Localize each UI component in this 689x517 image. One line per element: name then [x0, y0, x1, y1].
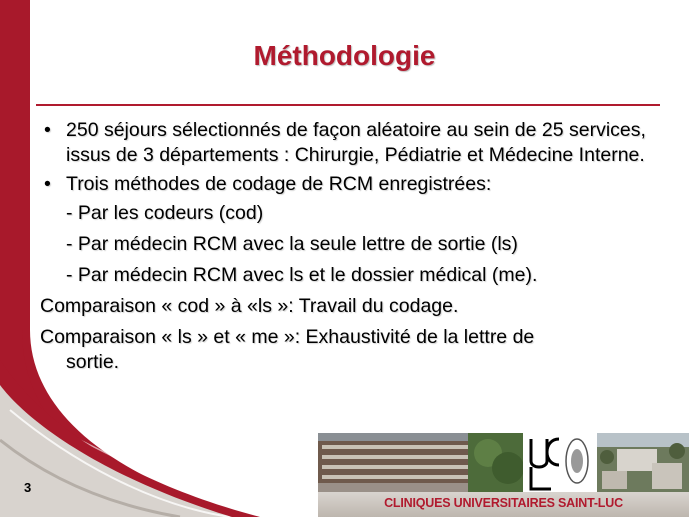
bullet-marker: • [44, 119, 51, 141]
sub-item: - Par médecin RCM avec ls et le dossier médical (me). [66, 264, 538, 286]
sub-item: - Par médecin RCM avec la seule lettre de sortie (ls) [66, 233, 518, 255]
campus-photo [597, 433, 689, 493]
bullet-text: 250 séjours sélectionnés de façon aléatoire au sein de 25 services, issus de 3 départements : Chirurgie, Pédiatrie et Médecine Interne. [66, 119, 646, 166]
comparison-line [40, 325, 660, 375]
slide-content [40, 118, 660, 375]
bullet-text: Trois méthodes de codage de RCM enregistrées: [66, 173, 492, 195]
building-photo [318, 433, 523, 493]
slide-title: Méthodologie [253, 40, 436, 71]
comparison-line [40, 294, 660, 319]
comparison-continuation: sortie. [66, 351, 120, 373]
comparison-text: Comparaison « cod » à «ls »: Travail du codage. [40, 295, 459, 317]
page-number: 3 [24, 480, 32, 495]
photo-strip [318, 433, 689, 493]
sub-item: - Par les codeurs (cod) [66, 202, 264, 224]
ucl-logo [525, 433, 595, 493]
comparison-text: Comparaison « ls » et « me »: Exhaustivité de la lettre de [40, 326, 535, 348]
bullet-item [40, 118, 660, 168]
bullet-marker: • [44, 173, 51, 195]
title-divider [36, 104, 660, 106]
bullet-item [40, 172, 660, 197]
footer-institution: CLINIQUES UNIVERSITAIRES SAINT-LUC [384, 496, 623, 510]
